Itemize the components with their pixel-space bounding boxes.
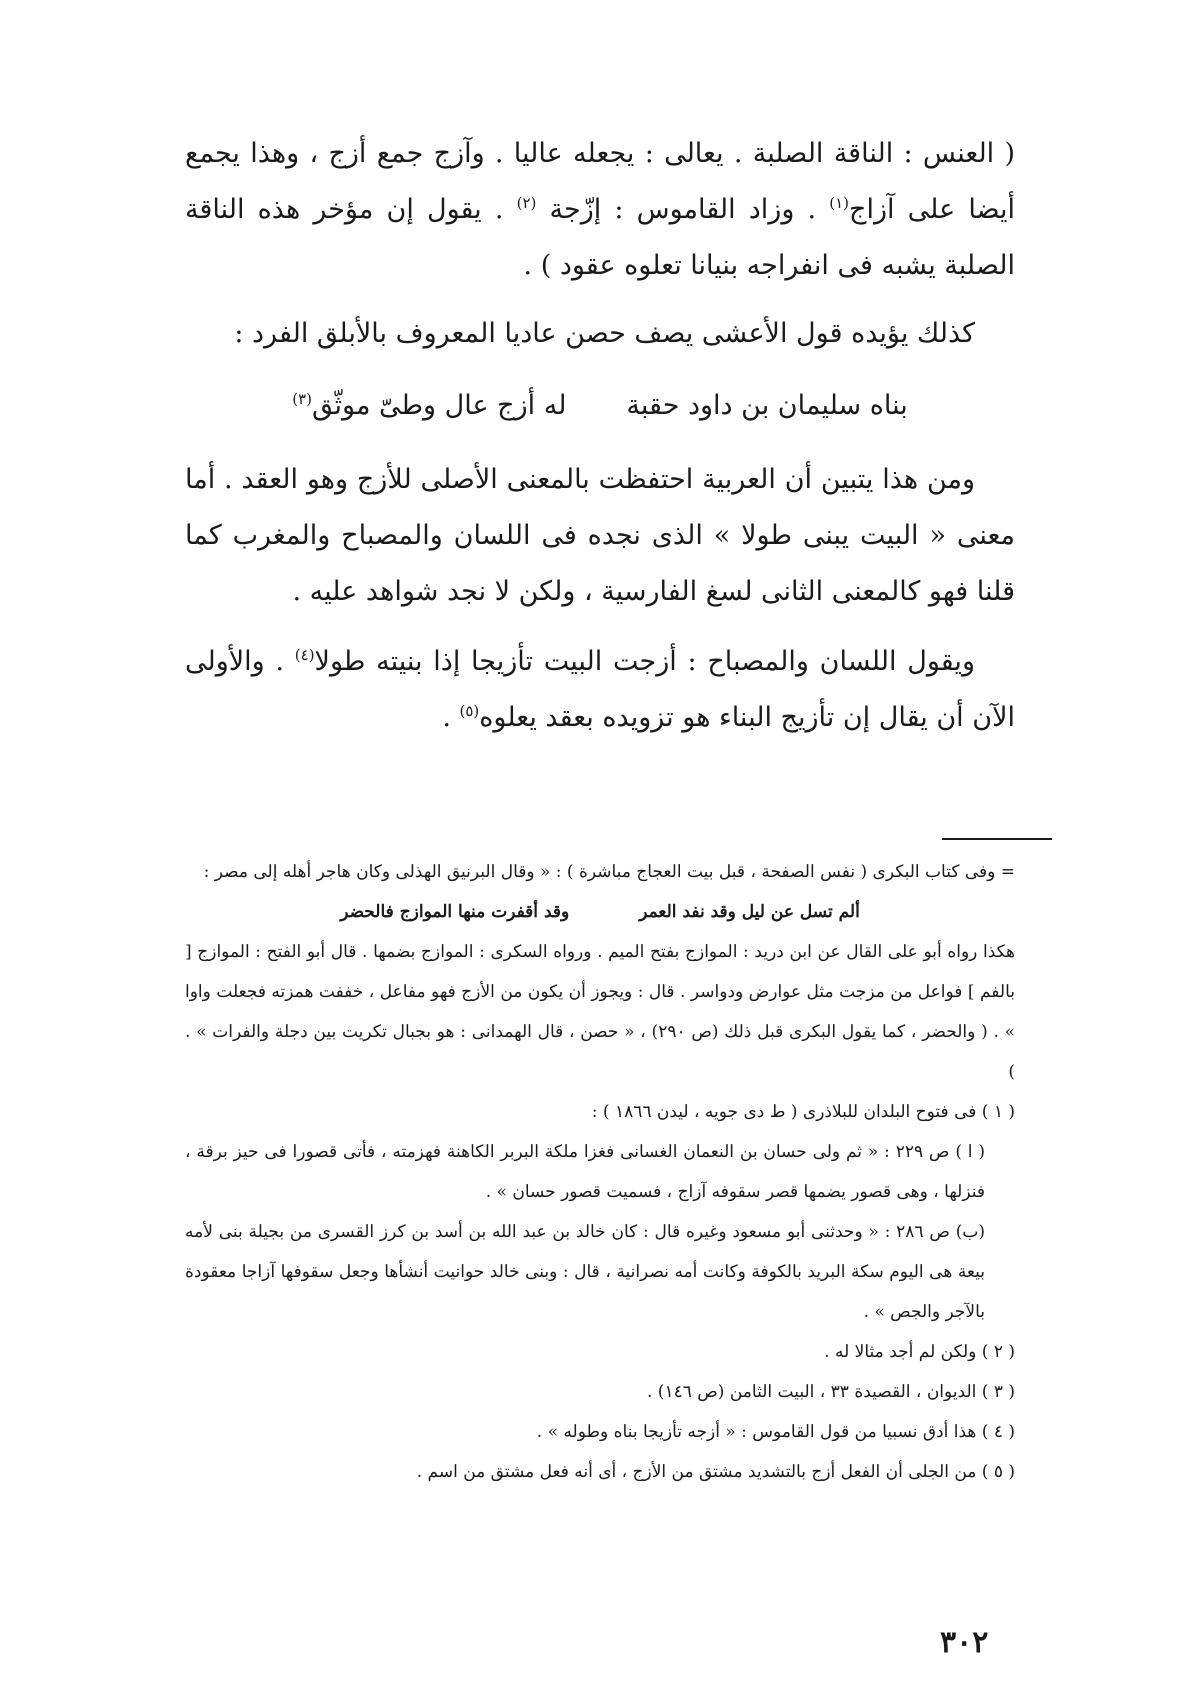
footnote-ref-1[interactable]: (١) [829, 194, 850, 212]
footnote-verse [185, 892, 1015, 932]
paragraph-4-text-a: ويقول اللسان والمصباح : أزجت البيت تأزيجا إذا بنيته طولا [314, 646, 975, 677]
paragraph-1-text-c: . يقول إن مؤخر هذه الناقة الصلبة يشبه فى انفراجه بنيانا تعلوه عقود ) . [185, 194, 1015, 281]
paragraph-4 [185, 634, 1015, 746]
paragraph-2: كذلك يؤيده قول الأعشى يصف حصن عاديا المعروف بالأبلق الفرد : [234, 318, 975, 349]
footnotes [185, 852, 1015, 1492]
verse-hemistich-left-text: له أزج عال وطىّ موثّق [311, 390, 567, 421]
page-number: ٣٠٢ [940, 1625, 989, 1660]
paragraph-1-text-a: ( العنس : الناقة الصلبة . يعالى : يجعله عاليا . وآزج جمع أزج ، وهذا يجمع أيضا على آزاج [185, 138, 1016, 225]
paragraph-4-text-c: . [442, 702, 460, 733]
footnote-1: ( ١ ) فى فتوح البلدان للبلاذرى ( ط دى جويه ، ليدن ١٨٦٦ ) : [591, 1102, 1015, 1122]
verse-hemistich-left [292, 378, 566, 434]
footnote-ref-5[interactable]: (٥) [459, 702, 480, 720]
main-text [185, 126, 1015, 746]
footnote-continued-b: هكذا رواه أبو على القال عن ابن دريد : الموازج بفتح الميم . ورواه السكرى : الموازج بضمها . قال أبو الفتح : الموازج [ بالفم ] فواعل من مزجت مثل عوارض ودواسر . قال : ويجوز أن يكون من الأزج فهو مفاعل ، خففت همزته فجعلت واوا » . ( والحضر ، كما يقول البكرى قبل ذلك (ص ٢٩٠) ، « حصن ، قال الهمدانى : هو بجبال تكريت بين دجلة والفرات » . ) [185, 942, 1016, 1082]
footnote-verse-left: وقد أقفرت منها الموازج فالحضر [340, 902, 570, 922]
footnote-4: ( ٤ ) هذا أدق نسبيا من قول القاموس : « أزجه تأزيجا بناه وطوله » . [536, 1422, 1015, 1442]
footnote-1a: ( ا ) ص ٢٢٩ : « ثم ولى حسان بن النعمان الغسانى فغزا ملكة البربر الكاهنة فهزمته ، فأتى قصورا فى حيز برقة ، فنزلها ، وهى قصور يضمها قصر سقوفه آزاج ، فسميت قصور حسان » . [185, 1142, 986, 1202]
footnote-1b: (ب) ص ٢٨٦ : « وحدثنى أبو مسعود وغيره قال : كان خالد بن عبد الله بن أسد بن كرز القسرى من بجيلة بنى لأمه بيعة هى اليوم سكة البريد بالكوفة وكانت أمه نصرانية ، قال : وبنى خالد حوانيت أنشأها وجعل سقوفها آزاجا معقودة بالآجر والجص » . [185, 1222, 985, 1322]
verse-line [185, 378, 1015, 434]
paragraph-1-text-b: . وزاد القاموس : إزّجة [536, 194, 830, 225]
footnote-ref-4[interactable]: (٤) [294, 646, 315, 664]
paragraph-3: ومن هذا يتبين أن العربية احتفظت بالمعنى الأصلى للأزج وهو العقد . أما معنى « البيت يبنى طولا » الذى نجده فى اللسان والمصباح والمغرب كما قلنا فهو كالمعنى الثانى لسغ الفارسية ، ولكن لا نجد شواهد عليه . [185, 464, 1015, 607]
paragraph-4-text-b: . والأولى الآن أن يقال إن تأزيج البناء هو تزويده بعقد يعلوه [185, 646, 1015, 733]
footnote-separator [942, 838, 1052, 840]
footnote-3: ( ٣ ) الديوان ، القصيدة ٣٣ ، البيت الثامن (ص ١٤٦) . [646, 1382, 1015, 1402]
paragraph-1 [185, 126, 1015, 294]
footnote-verse-right: ألم تسل عن ليل وقد نفد العمر [639, 902, 860, 922]
footnote-ref-2[interactable]: (٢) [516, 194, 537, 212]
footnote-continued-a: = وفى كتاب البكرى ( نفس الصفحة ، قبل بيت العجاج مباشرة ) : « وقال البرنيق الهذلى وكان هاجر أهله إلى مصر : [203, 862, 1015, 882]
footnote-2: ( ٢ ) ولكن لم أجد مثالا له . [824, 1342, 1015, 1362]
footnote-ref-3[interactable]: (٣) [292, 390, 312, 408]
verse-hemistich-right: بناه سليمان بن داود حقبة [626, 390, 908, 421]
footnote-5: ( ٥ ) من الجلى أن الفعل أزج بالتشديد مشتق من الأزج ، أى أنه فعل مشتق من اسم . [416, 1462, 1015, 1482]
